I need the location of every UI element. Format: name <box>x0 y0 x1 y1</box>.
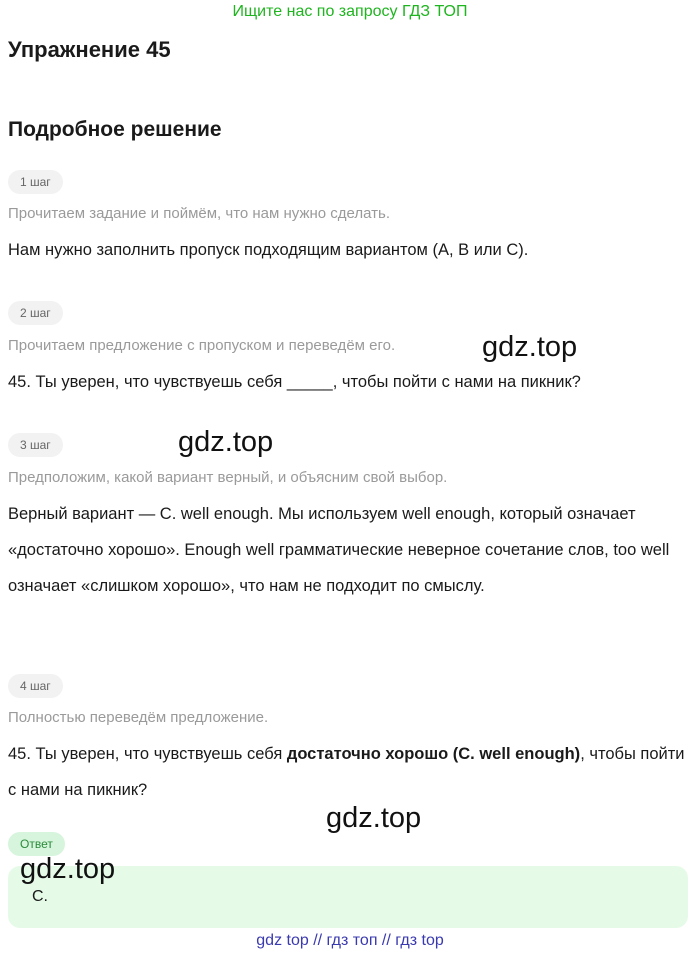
step-3-hint: Предположим, какой вариант верный, и объясним свой выбор. <box>8 469 448 486</box>
step-3-badge: 3 шаг <box>8 433 63 457</box>
watermark: gdz.top <box>482 331 578 363</box>
watermark: gdz.top <box>326 802 422 834</box>
step-2-hint: Прочитаем предложение с пропуском и переведём его. <box>8 337 396 354</box>
answer-badge: Ответ <box>8 832 65 856</box>
step-1-text: Нам нужно заполнить пропуск подходящим вариантом (A, B или C). <box>8 241 529 259</box>
step-4-text <box>8 736 688 808</box>
step-4-text-bold: достаточно хорошо (C. well enough) <box>286 745 581 763</box>
step-1-hint: Прочитаем задание и поймём, что нам нужно сделать. <box>8 205 391 222</box>
answer-value: C. <box>32 888 48 905</box>
step-2-text: 45. Ты уверен, что чувствуешь себя _____, чтобы пойти с нами на пикник? <box>8 373 581 391</box>
footer-links[interactable]: gdz top // гдз топ // гдз top <box>256 932 444 949</box>
step-1-badge: 1 шаг <box>8 170 63 194</box>
step-2-badge: 2 шаг <box>8 301 63 325</box>
watermark: gdz.top <box>178 426 274 458</box>
step-4-text-after: , чтобы пойти с нами на пикник? <box>8 745 685 799</box>
page-title: Упражнение 45 <box>8 37 171 62</box>
step-3-text: Верный вариант — C. well enough. Мы используем well enough, который означает «достаточно хорошо». Enough well грамматические неверное сочетание слов, too well означает «слишком хорошо», что нам не подходит по смыслу. <box>8 505 670 595</box>
solution-heading: Подробное решение <box>8 118 222 141</box>
step-4-text-before: 45. Ты уверен, что чувствуешь себя <box>8 745 287 763</box>
search-banner[interactable]: Ищите нас по запросу ГДЗ ТОП <box>232 3 468 20</box>
watermark: gdz.top <box>20 853 116 885</box>
step-4-badge: 4 шаг <box>8 674 63 698</box>
step-4-hint: Полностью переведём предложение. <box>8 709 269 726</box>
